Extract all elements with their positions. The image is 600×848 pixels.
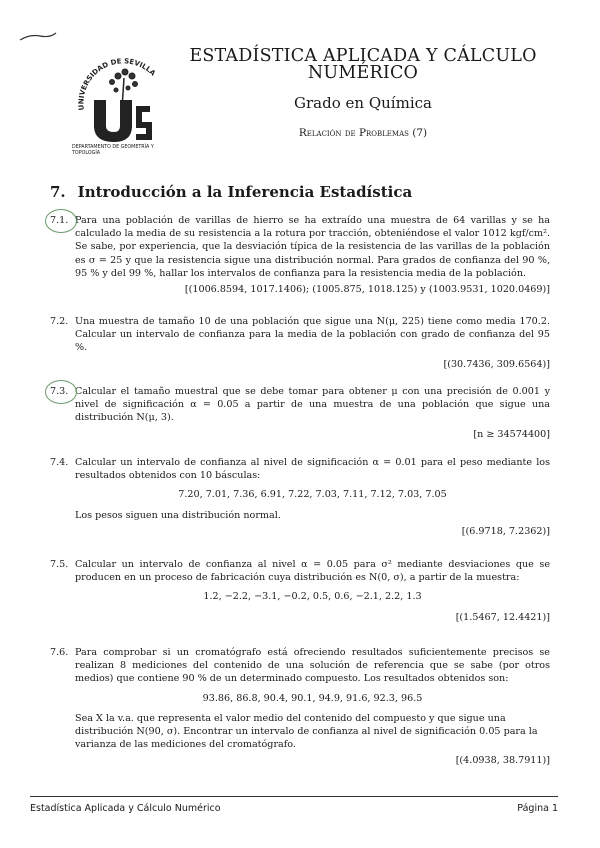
problem-7-5 <box>50 558 550 624</box>
problem-7-1 <box>50 214 550 296</box>
problem-note: Los pesos siguen una distribución normal. <box>75 509 281 521</box>
problem-answer: [(4.0938, 38.7911)] <box>455 755 550 767</box>
problem-answer: [(6.9718, 7.2362)] <box>461 525 550 537</box>
svg-text:UNIVERSIDAD DE SEVILLA <box>77 57 157 110</box>
section-title: Introducción a la Inferencia Estadística <box>77 183 413 201</box>
problem-7-6 <box>50 646 550 768</box>
footer-page-number: Página 1 <box>517 803 558 814</box>
sample-data: 1.2, −2.2, −3.1, −0.2, 0.5, 0.6, −2.1, 2.2, 1.3 <box>203 591 422 603</box>
problem-number: 7.3. <box>50 386 69 397</box>
footer-divider <box>30 796 558 797</box>
university-name: UNIVERSIDAD DE SEVILLA <box>77 57 157 111</box>
pen-circle-mark <box>45 380 77 404</box>
pen-circle-mark <box>45 209 77 233</box>
problem-text: Calcular el tamaño muestral que se debe tomar para obtener μ con una precisión de 0.001 y nivel de significación α = 0.05 a partir de una muestra de una población que sigue una distribución N(μ, 3). <box>75 386 550 424</box>
problem-answer: [(1.5467, 12.4421)] <box>455 611 550 623</box>
problem-text: Calcular un intervalo de confianza al nivel de significación α = 0.01 para el peso mediante los resultados obtenidos con 10 básculas: <box>75 457 550 482</box>
pen-mark <box>18 30 58 44</box>
problem-7-3 <box>50 385 550 441</box>
problem-note: Sea X la v.a. que representa el valor medio del contenido del compuesto y que sigue una distribución N(90, σ). Encontrar un intervalo de confianza al nivel de significación 0.05 para la varianza de las mediciones del cromatógrafo. <box>75 712 538 751</box>
problem-text: Una muestra de tamaño 10 de una población que sigue una N(μ, 225) tiene como media 170.2. Calcular un intervalo de confianza para la media de la población con grado de confianza del 95 %. <box>75 316 550 354</box>
sample-data: 7.20, 7.01, 7.36, 6.91, 7.22, 7.03, 7.11, 7.12, 7.03, 7.05 <box>178 489 447 501</box>
problem-number: 7.1. <box>50 215 69 226</box>
problem-text: Para comprobar si un cromatógrafo está ofreciendo resultados suficientemente precisos se realizan 8 mediciones del contenido de una solución de referencia que se sabe (por otros medios) que contiene 90 % de un determinado compuesto. Los resultados obtenidos son: <box>75 647 550 685</box>
problem-set-label: Relación de Problemas (7) <box>298 127 428 139</box>
department-label: DEPARTAMENTO DE GEOMETRÍA Y TOPOLOGÍA <box>72 145 154 156</box>
document-title: ESTADÍSTICA APLICADA Y CÁLCULO NUMÉRICO <box>189 46 537 83</box>
section-number: 7. <box>50 183 66 201</box>
problem-7-2 <box>50 315 550 371</box>
problem-number: 7.4. <box>50 457 69 468</box>
problem-number: 7.6. <box>50 647 69 658</box>
problem-number: 7.5. <box>50 559 69 570</box>
document-subtitle: Grado en Química <box>294 94 432 112</box>
problem-text: Para una población de varillas de hierro se ha extraído una muestra de 64 varillas y se ha calculado la media de su resistencia a la rotura por tracción, obteniéndose el valor 1012 kgf/cm². Se sabe, por experiencia, que la desviación típica de la resistencia de las varillas de la población es σ = 25 y que la resistencia sigue una distribución normal. Para grados de confianza del 90 %, 95 % y del 99 %, hallar los intervalos de confianza para la resistencia media de la población. <box>75 215 550 279</box>
sample-data: 93.86, 86.8, 90.4, 90.1, 94.9, 91.6, 92.3, 96.5 <box>202 692 423 704</box>
problem-text: Calcular un intervalo de confianza al nivel α = 0.05 para σ² mediante desviaciones que se producen en un proceso de fabricación cuya distribución es N(0, σ), a partir de la muestra: <box>75 559 550 584</box>
section-heading <box>50 183 412 201</box>
problem-answer: [(1006.8594, 1017.1406); (1005.875, 1018.125) y (1003.9531, 1020.0469)] <box>184 284 550 296</box>
footer-course: Estadística Aplicada y Cálculo Numérico <box>30 803 221 814</box>
problem-7-4 <box>50 456 550 538</box>
problem-number: 7.2. <box>50 316 69 327</box>
problem-answer: [(30.7436, 309.6564)] <box>443 358 550 370</box>
problem-answer: [n ≥ 34574400] <box>473 428 550 440</box>
